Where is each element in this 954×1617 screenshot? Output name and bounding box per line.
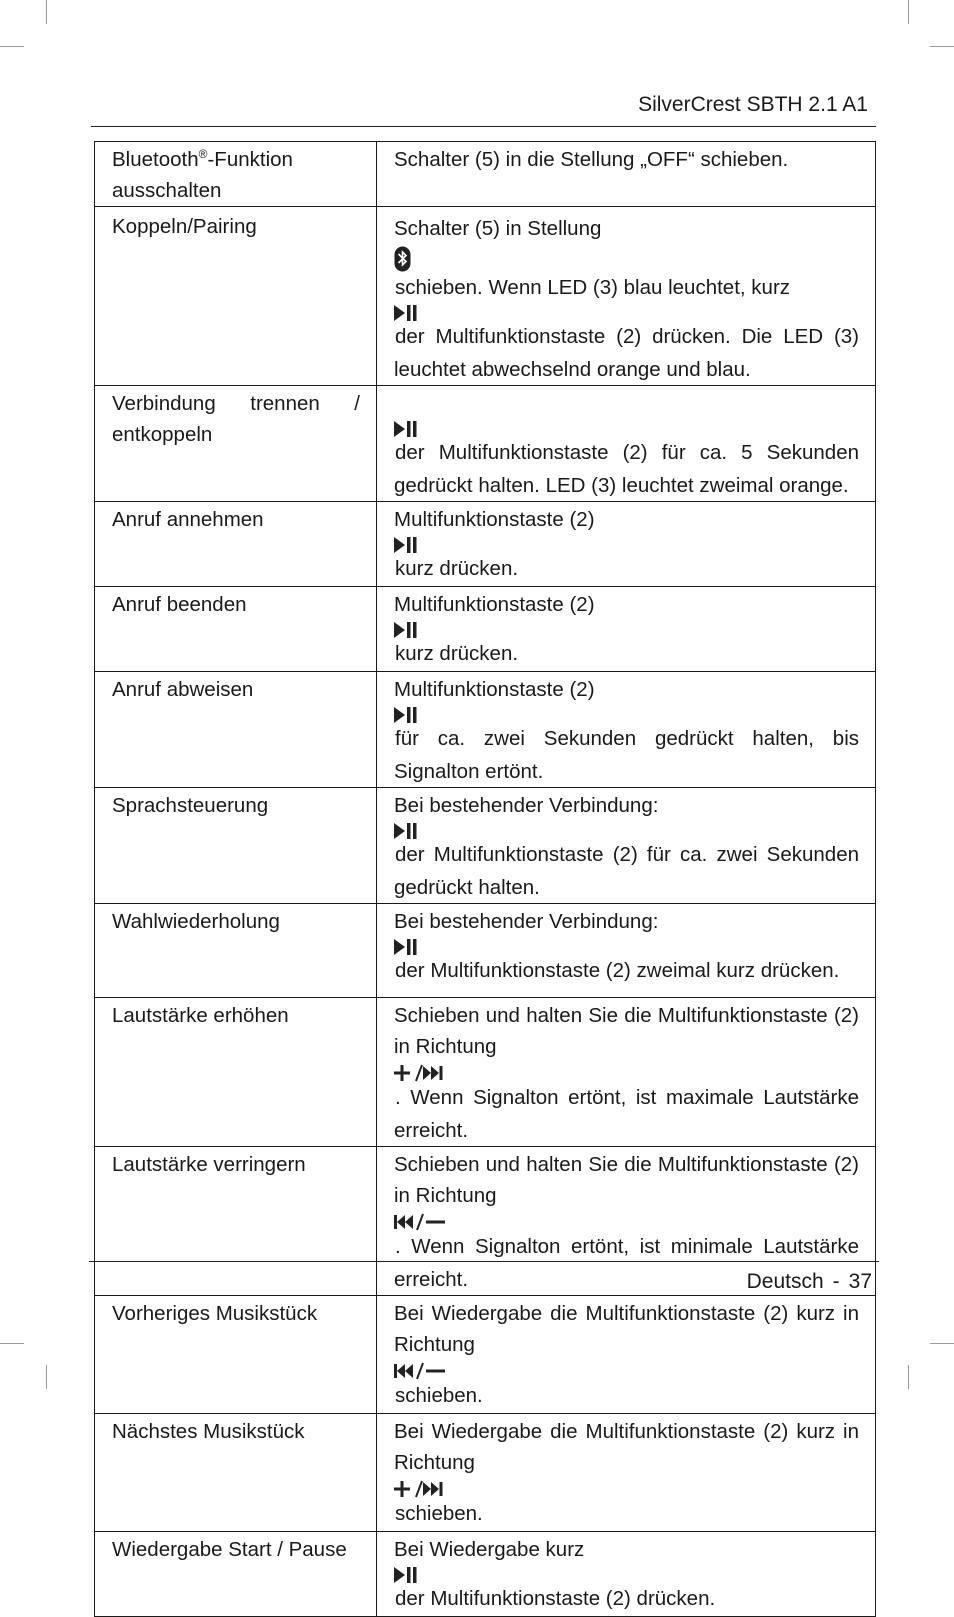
crop-mark [0, 1343, 24, 1344]
description-cell: Schieben und halten Sie die Multifunktionstaste (2) in Richtung . Wenn Signalton ertönt, ist maximale Lautstärke erreicht. [377, 998, 876, 1147]
crop-mark [0, 46, 24, 47]
description-cell: der Multifunktionstaste (2) für ca. 5 Sekunden gedrückt halten. LED (3) leuchtet zweimal orange. [377, 386, 876, 502]
function-cell: Nächstes Musikstück [95, 1414, 377, 1532]
description-cell: Bei bestehender Verbindung: der Multifunktionstaste (2) für ca. zwei Sekunden gedrückt halten. [377, 788, 876, 904]
header-rule [91, 126, 876, 127]
plus-next-icon [394, 1480, 859, 1498]
description-cell: Bei Wiedergabe die Multifunktionstaste (2) kurz in Richtung schieben. [377, 1296, 876, 1414]
function-cell: Anruf abweisen [95, 672, 377, 788]
function-cell: Lautstärke verringern [95, 1147, 377, 1296]
crop-mark [46, 1365, 47, 1389]
play-pause-icon [394, 1567, 859, 1583]
operation-table [94, 141, 876, 1617]
footer-language: Deutsch [746, 1270, 824, 1293]
play-pause-icon [394, 823, 859, 839]
function-cell: Anruf annehmen [95, 502, 377, 587]
crop-mark [908, 0, 909, 24]
header-title: SilverCrest SBTH 2.1 A1 [638, 93, 868, 116]
function-cell: Anruf beenden [95, 587, 377, 672]
description-cell: Bei bestehender Verbindung: der Multifunktionstaste (2) zweimal kurz drücken. [377, 904, 876, 998]
play-pause-icon [394, 622, 859, 638]
table-row [95, 386, 876, 502]
crop-mark [46, 0, 47, 24]
plus-next-icon [394, 1064, 859, 1082]
table-row [95, 672, 876, 788]
description-cell: Multifunktionstaste (2) kurz drücken. [377, 502, 876, 587]
function-cell: Sprachsteuerung [95, 788, 377, 904]
table-row [95, 207, 876, 386]
play-pause-icon [394, 421, 859, 437]
play-pause-icon [394, 707, 859, 723]
crop-mark [930, 46, 954, 47]
table-row [95, 998, 876, 1147]
description-cell: Bei Wiedergabe kurz der Multifunktionstaste (2) drücken. [377, 1532, 876, 1617]
footer [747, 1268, 872, 1296]
footer-rule [89, 1261, 879, 1262]
play-pause-icon [394, 305, 859, 321]
bluetooth-icon [394, 246, 859, 272]
crop-mark [930, 1343, 954, 1344]
function-cell: Wahlwiederholung [95, 904, 377, 998]
table-row [95, 1296, 876, 1414]
page-number: 37 [848, 1270, 872, 1293]
function-cell: Koppeln/Pairing [95, 207, 377, 386]
previous-minus-icon [394, 1362, 859, 1380]
description-cell: Schieben und halten Sie die Multifunktionstaste (2) in Richtung . Wenn Signalton ertönt, ist minimale Lautstärke erreicht. [377, 1147, 876, 1296]
description-cell: Schalter (5) in Stellung schieben. Wenn LED (3) blau leuchtet, kurz der Multifunktionstaste (2) drücken. Die LED (3) leuchtet abwechselnd orange und blau. [377, 207, 876, 386]
description-cell: Schalter (5) in die Stellung „OFF“ schieben. [377, 142, 876, 207]
function-cell: Vorheriges Musikstück [95, 1296, 377, 1414]
crop-mark [908, 1365, 909, 1389]
function-cell: Bluetooth®-Funktion ausschalten [95, 142, 377, 207]
play-pause-icon [394, 537, 859, 553]
description-cell: Multifunktionstaste (2) für ca. zwei Sekunden gedrückt halten, bis Signalton ertönt. [377, 672, 876, 788]
table-row [95, 502, 876, 587]
description-cell: Bei Wiedergabe die Multifunktionstaste (2) kurz in Richtung schieben. [377, 1414, 876, 1532]
table-row [95, 788, 876, 904]
function-cell: Verbindung trennen / entkoppeln [95, 386, 377, 502]
description-cell: Multifunktionstaste (2) kurz drücken. [377, 587, 876, 672]
table-row [95, 1532, 876, 1617]
table-row [95, 587, 876, 672]
table-row [95, 1414, 876, 1532]
play-pause-icon [394, 939, 859, 955]
footer-separator: - [832, 1270, 840, 1293]
function-cell: Lautstärke erhöhen [95, 998, 377, 1147]
table-row [95, 904, 876, 998]
function-cell: Wiedergabe Start / Pause [95, 1532, 377, 1617]
table-row [95, 142, 876, 207]
previous-minus-icon [394, 1213, 859, 1231]
